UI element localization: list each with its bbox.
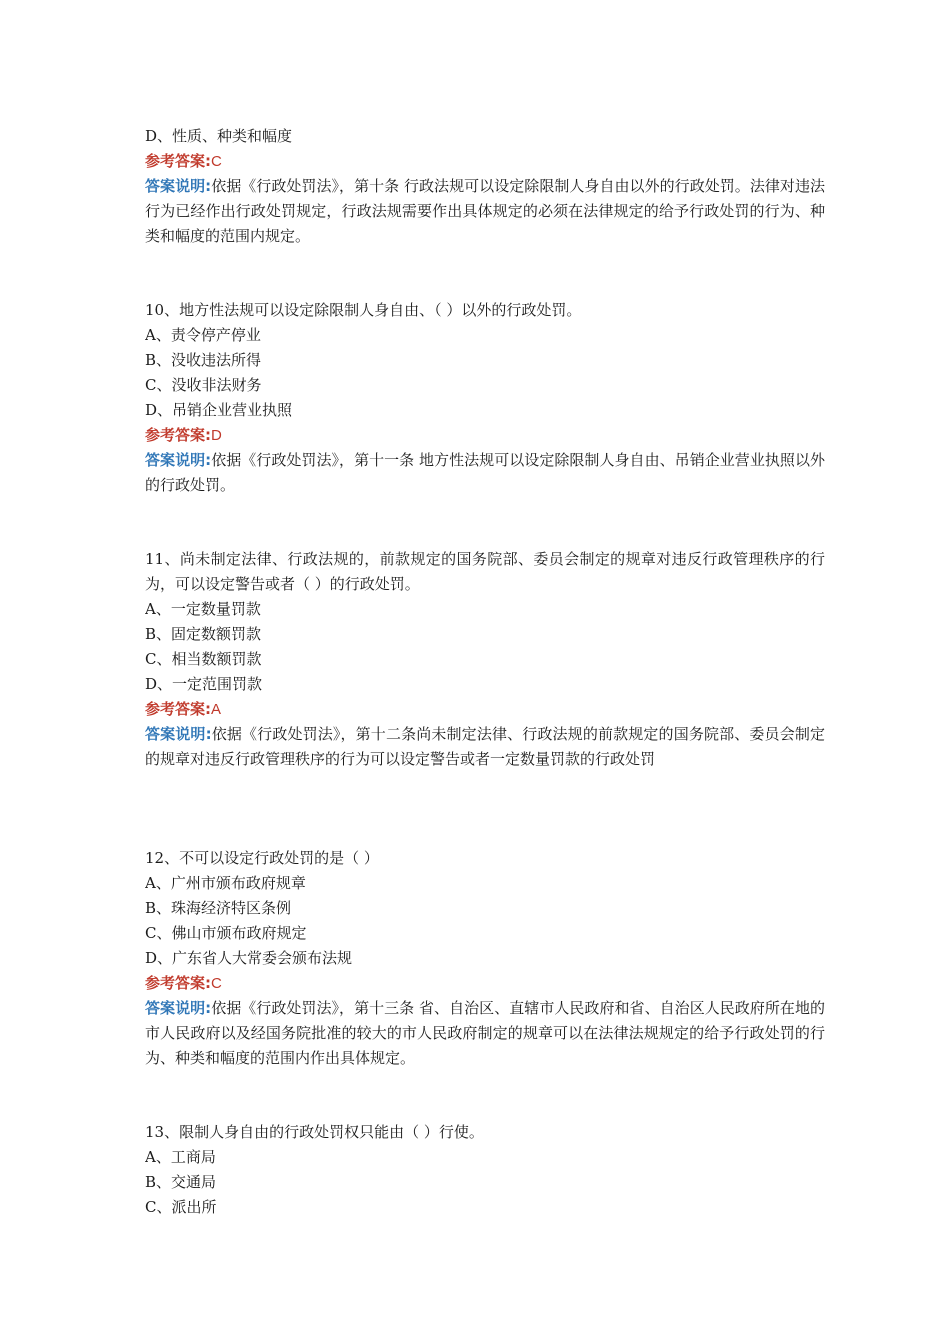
answer-value: D bbox=[211, 427, 222, 444]
q13-option-b: B、交通局 bbox=[145, 1173, 217, 1191]
q13-option-c: C、派出所 bbox=[145, 1198, 217, 1216]
q9-option-d: D、性质、种类和幅度 bbox=[145, 127, 293, 145]
q12-option-c: C、佛山市颁布政府规定 bbox=[145, 924, 307, 942]
q11-option-c: C、相当数额罚款 bbox=[145, 650, 262, 668]
answer-label: 参考答案: bbox=[145, 152, 211, 170]
q11-option-a: A、一定数量罚款 bbox=[145, 600, 261, 618]
explain-text: 依据《行政处罚法》，第十一条 地方性法规可以设定除限制人身自由、吊销企业营业执照以外的行政处罚。 bbox=[145, 451, 825, 494]
q12-question: 12、不可以设定行政处罚的是（ ） bbox=[145, 849, 379, 867]
q11-option-d: D、一定范围罚款 bbox=[145, 675, 263, 693]
q10-option-a: A、责令停产停业 bbox=[145, 326, 261, 344]
document-content bbox=[145, 124, 825, 1220]
q11-question: 11、尚未制定法律、行政法规的，前款规定的国务院部、委员会制定的规章对违反行政管理秩序的行为，可以设定警告或者（ ）的行政处罚。 bbox=[145, 550, 825, 593]
q12-explanation bbox=[145, 996, 825, 1071]
q12-answer bbox=[145, 971, 825, 996]
explain-label: 答案说明: bbox=[145, 725, 212, 743]
explain-text: 依据《行政处罚法》，第十条 行政法规可以设定除限制人身自由以外的行政处罚。法律对违法行为已经作出行政处罚规定，行政法规需要作出具体规定的必须在法律规定的给予行政处罚的行为、种类和幅度的范围内规定。 bbox=[145, 177, 825, 245]
q12-option-d: D、广东省人大常委会颁布法规 bbox=[145, 949, 353, 967]
q12-option-a: A、广州市颁布政府规章 bbox=[145, 874, 306, 892]
q10-option-b: B、没收违法所得 bbox=[145, 351, 262, 369]
explain-label: 答案说明: bbox=[145, 177, 212, 195]
q10-option-c: C、没收非法财务 bbox=[145, 376, 262, 394]
explain-text: 依据《行政处罚法》，第十二条尚未制定法律、行政法规的前款规定的国务院部、委员会制定的规章对违反行政管理秩序的行为可以设定警告或者一定数量罚款的行政处罚 bbox=[145, 725, 825, 768]
q11-answer bbox=[145, 697, 825, 722]
explain-label: 答案说明: bbox=[145, 451, 212, 469]
q10-explanation bbox=[145, 448, 825, 498]
answer-label: 参考答案: bbox=[145, 974, 211, 992]
q13-question: 13、限制人身自由的行政处罚权只能由（ ）行使。 bbox=[145, 1123, 484, 1141]
answer-value: C bbox=[211, 153, 222, 170]
answer-label: 参考答案: bbox=[145, 700, 211, 718]
q12-option-b: B、珠海经济特区条例 bbox=[145, 899, 292, 917]
answer-label: 参考答案: bbox=[145, 426, 211, 444]
explain-label: 答案说明: bbox=[145, 999, 212, 1017]
q9-answer bbox=[145, 149, 825, 174]
answer-value: C bbox=[211, 975, 222, 992]
q10-answer bbox=[145, 423, 825, 448]
answer-value: A bbox=[211, 701, 222, 718]
q11-explanation bbox=[145, 722, 825, 772]
q10-question: 10、地方性法规可以设定除限制人身自由、（ ）以外的行政处罚。 bbox=[145, 301, 582, 319]
q11-option-b: B、固定数额罚款 bbox=[145, 625, 262, 643]
q9-explanation bbox=[145, 174, 825, 249]
explain-text: 依据《行政处罚法》，第十三条 省、自治区、直辖市人民政府和省、自治区人民政府所在地的市人民政府以及经国务院批准的较大的市人民政府制定的规章可以在法律法规规定的给予行政处罚的行为、种类和幅度的范围内作出具体规定。 bbox=[145, 999, 825, 1067]
q13-option-a: A、工商局 bbox=[145, 1148, 216, 1166]
q10-option-d: D、吊销企业营业执照 bbox=[145, 401, 293, 419]
